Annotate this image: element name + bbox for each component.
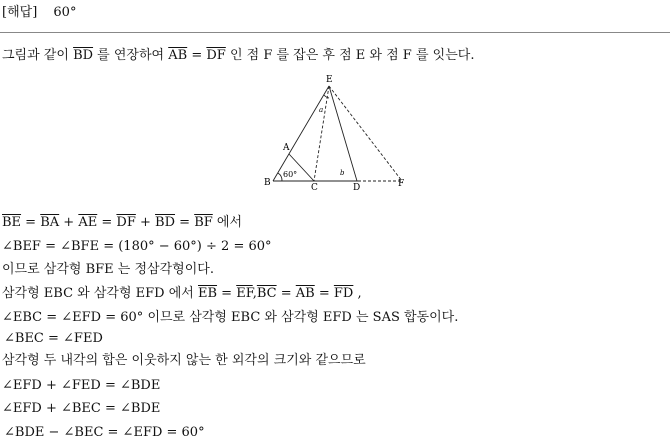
segment: $\overline{EB}$ xyxy=(197,286,218,301)
label-a: A xyxy=(283,143,290,153)
segment: $\overline{AB}$ xyxy=(295,286,315,301)
text: 삼각형 EBC 와 삼각형 EFD 에서 xyxy=(2,286,198,301)
op: = xyxy=(97,215,117,230)
segment: $\overline{BD}$ xyxy=(155,215,176,230)
text: , xyxy=(353,286,362,301)
step6-line: ∠BEC = ∠FED xyxy=(4,331,103,346)
label-angle-b: b xyxy=(340,169,345,177)
step2-line: ∠BEF = ∠BFE = (180° − 60°) ÷ 2 = 60° xyxy=(2,239,272,254)
comma: , xyxy=(252,286,257,301)
segment: $\overline{BF}$ xyxy=(194,215,213,230)
step9-line: ∠EFD + ∠BEC = ∠BDE xyxy=(2,401,161,416)
text: 그림과 같이 xyxy=(2,48,74,63)
step3-line: 이므로 삼각형 BFE 는 정삼각형이다. xyxy=(2,262,214,277)
step4-line xyxy=(2,285,362,303)
answer-line xyxy=(2,1,76,20)
op: = xyxy=(314,286,334,301)
step7-line: 삼각형 두 내각의 합은 이웃하지 않는 한 외각의 크기와 같으므로 xyxy=(2,353,366,368)
step5-line: ∠EBC = ∠EFD = 60° 이므로 삼각형 EBC 와 삼각형 EFD 는 SAS 합동이다. xyxy=(2,310,459,325)
op: = xyxy=(276,286,296,301)
op: = xyxy=(217,286,237,301)
step10-line: ∠BDE − ∠BEC = ∠EFD = 60° xyxy=(4,425,205,440)
divider xyxy=(0,32,670,33)
text: 를 연장하여 xyxy=(93,48,169,63)
label-c: C xyxy=(311,183,318,193)
segment: $\overline{BE}$ xyxy=(2,215,22,230)
text: 에서 xyxy=(212,215,243,230)
op: = xyxy=(175,215,195,230)
equals: = xyxy=(187,48,207,63)
answer-label: [해답] xyxy=(2,5,38,20)
answer-value: 60° xyxy=(53,5,77,20)
segment: $\overline{BA}$ xyxy=(40,215,60,230)
label-angle-a: a xyxy=(319,106,324,114)
step8-line: ∠EFD + ∠FED = ∠BDE xyxy=(2,378,161,393)
segment: $\overline{AE}$ xyxy=(78,215,98,230)
label-f: F xyxy=(398,179,405,189)
label-e: E xyxy=(326,75,333,85)
segment: $\overline{DF}$ xyxy=(116,215,136,230)
angle-a-arc xyxy=(324,95,329,98)
op: = xyxy=(21,215,41,230)
segment-ab: $\overline{AB}$ xyxy=(168,48,188,63)
text: 인 점 F 를 잡은 후 점 E 와 점 F 를 잇는다. xyxy=(225,48,475,63)
line-ed xyxy=(329,86,357,181)
segment: $\overline{FD}$ xyxy=(333,286,354,301)
intro-line xyxy=(2,47,474,65)
angle-b-arc xyxy=(278,173,282,181)
triangle-figure xyxy=(262,74,412,194)
step1-line xyxy=(2,214,242,232)
line-ef xyxy=(329,86,402,181)
label-b: B xyxy=(264,178,271,188)
segment-df: $\overline{DF}$ xyxy=(206,48,226,63)
op: + xyxy=(59,215,79,230)
segment-bd: $\overline{BD}$ xyxy=(73,48,94,63)
label-d: D xyxy=(353,183,361,193)
segment: $\overline{BC}$ xyxy=(256,286,277,301)
line-ec xyxy=(314,86,329,181)
segment: $\overline{EF}$ xyxy=(236,286,253,301)
label-angle-60: 60° xyxy=(283,170,298,179)
op: + xyxy=(135,215,156,230)
